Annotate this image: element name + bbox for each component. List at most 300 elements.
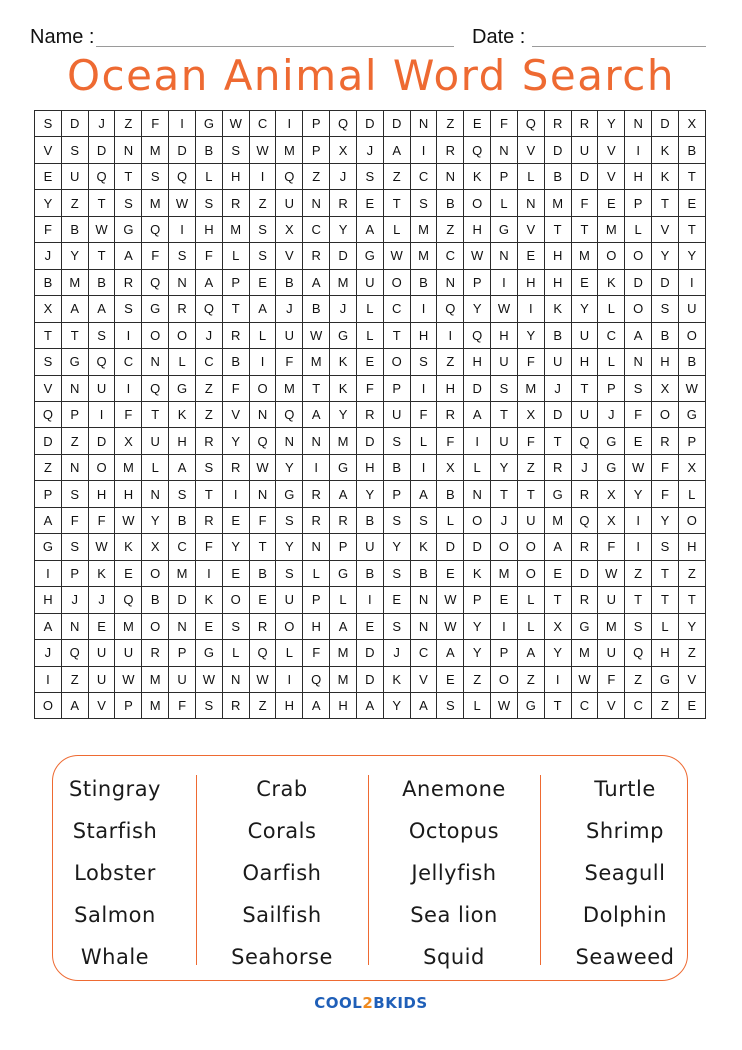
grid-letter[interactable]: P <box>464 587 491 613</box>
grid-letter[interactable]: J <box>88 111 115 137</box>
grid-letter[interactable]: E <box>598 190 625 216</box>
grid-letter[interactable]: E <box>222 560 249 586</box>
grid-letter[interactable]: O <box>652 401 679 427</box>
grid-letter[interactable]: P <box>61 560 88 586</box>
grid-letter[interactable]: S <box>88 322 115 348</box>
grid-letter[interactable]: E <box>356 613 383 639</box>
grid-letter[interactable]: Q <box>464 322 491 348</box>
grid-letter[interactable]: E <box>678 692 705 718</box>
grid-letter[interactable]: G <box>169 375 196 401</box>
grid-letter[interactable]: L <box>142 454 169 480</box>
grid-letter[interactable]: F <box>249 507 276 533</box>
grid-letter[interactable]: B <box>544 322 571 348</box>
grid-letter[interactable]: Q <box>571 507 598 533</box>
grid-letter[interactable]: J <box>35 243 62 269</box>
grid-letter[interactable]: L <box>625 216 652 242</box>
grid-letter[interactable]: S <box>356 163 383 189</box>
grid-letter[interactable]: R <box>222 454 249 480</box>
grid-letter[interactable]: S <box>169 243 196 269</box>
grid-letter[interactable]: B <box>303 296 330 322</box>
grid-letter[interactable]: N <box>303 534 330 560</box>
grid-letter[interactable]: K <box>652 137 679 163</box>
grid-letter[interactable]: C <box>410 163 437 189</box>
grid-letter[interactable]: Q <box>142 269 169 295</box>
grid-letter[interactable]: M <box>330 428 357 454</box>
grid-letter[interactable]: Q <box>249 640 276 666</box>
grid-letter[interactable]: A <box>61 296 88 322</box>
grid-letter[interactable]: B <box>356 560 383 586</box>
grid-letter[interactable]: E <box>464 111 491 137</box>
grid-letter[interactable]: I <box>410 296 437 322</box>
grid-letter[interactable]: A <box>88 296 115 322</box>
grid-letter[interactable]: G <box>61 349 88 375</box>
grid-letter[interactable]: T <box>678 216 705 242</box>
grid-letter[interactable]: M <box>142 692 169 718</box>
grid-letter[interactable]: N <box>464 481 491 507</box>
grid-letter[interactable]: Z <box>249 190 276 216</box>
grid-letter[interactable]: L <box>464 454 491 480</box>
grid-letter[interactable]: E <box>383 587 410 613</box>
grid-letter[interactable]: U <box>383 401 410 427</box>
grid-letter[interactable]: Q <box>276 163 303 189</box>
grid-letter[interactable]: I <box>249 163 276 189</box>
grid-letter[interactable]: D <box>437 534 464 560</box>
grid-letter[interactable]: H <box>464 349 491 375</box>
grid-letter[interactable]: R <box>571 111 598 137</box>
grid-letter[interactable]: Z <box>195 401 222 427</box>
grid-letter[interactable]: T <box>571 216 598 242</box>
grid-letter[interactable]: Z <box>61 666 88 692</box>
grid-letter[interactable]: Y <box>330 216 357 242</box>
grid-letter[interactable]: Q <box>142 216 169 242</box>
grid-letter[interactable]: T <box>652 560 679 586</box>
grid-letter[interactable]: O <box>678 507 705 533</box>
grid-letter[interactable]: T <box>678 163 705 189</box>
grid-letter[interactable]: X <box>598 481 625 507</box>
grid-letter[interactable]: N <box>249 481 276 507</box>
grid-letter[interactable]: H <box>35 587 62 613</box>
grid-letter[interactable]: Q <box>517 111 544 137</box>
grid-letter[interactable]: B <box>544 163 571 189</box>
grid-letter[interactable]: R <box>195 428 222 454</box>
grid-letter[interactable]: D <box>356 640 383 666</box>
grid-letter[interactable]: V <box>517 216 544 242</box>
grid-letter[interactable]: Z <box>517 666 544 692</box>
grid-letter[interactable]: V <box>678 666 705 692</box>
grid-letter[interactable]: R <box>356 401 383 427</box>
grid-letter[interactable]: H <box>652 349 679 375</box>
grid-letter[interactable]: T <box>544 216 571 242</box>
grid-letter[interactable]: C <box>625 692 652 718</box>
grid-letter[interactable]: E <box>517 243 544 269</box>
grid-letter[interactable]: U <box>169 666 196 692</box>
grid-letter[interactable]: M <box>115 613 142 639</box>
grid-letter[interactable]: Z <box>437 216 464 242</box>
grid-letter[interactable]: W <box>169 190 196 216</box>
grid-letter[interactable]: U <box>276 587 303 613</box>
grid-letter[interactable]: A <box>35 507 62 533</box>
grid-letter[interactable]: M <box>571 243 598 269</box>
grid-letter[interactable]: Z <box>678 560 705 586</box>
grid-letter[interactable]: W <box>625 454 652 480</box>
grid-letter[interactable]: U <box>571 137 598 163</box>
grid-letter[interactable]: M <box>571 640 598 666</box>
grid-letter[interactable]: D <box>544 137 571 163</box>
grid-letter[interactable]: B <box>652 322 679 348</box>
grid-letter[interactable]: U <box>571 322 598 348</box>
grid-letter[interactable]: I <box>356 587 383 613</box>
grid-letter[interactable]: Y <box>61 243 88 269</box>
grid-letter[interactable]: O <box>169 322 196 348</box>
grid-letter[interactable]: S <box>61 137 88 163</box>
grid-letter[interactable]: L <box>517 587 544 613</box>
grid-letter[interactable]: V <box>276 243 303 269</box>
grid-letter[interactable]: Y <box>464 296 491 322</box>
grid-letter[interactable]: F <box>195 534 222 560</box>
grid-letter[interactable]: R <box>249 613 276 639</box>
grid-letter[interactable]: L <box>356 322 383 348</box>
grid-letter[interactable]: X <box>142 534 169 560</box>
grid-letter[interactable]: S <box>383 507 410 533</box>
grid-letter[interactable]: S <box>169 481 196 507</box>
grid-letter[interactable]: V <box>652 216 679 242</box>
grid-letter[interactable]: A <box>383 137 410 163</box>
grid-letter[interactable]: M <box>330 269 357 295</box>
grid-letter[interactable]: M <box>410 243 437 269</box>
grid-letter[interactable]: U <box>88 375 115 401</box>
grid-letter[interactable]: E <box>249 269 276 295</box>
grid-letter[interactable]: M <box>544 507 571 533</box>
grid-letter[interactable]: T <box>115 163 142 189</box>
grid-letter[interactable]: D <box>35 428 62 454</box>
grid-letter[interactable]: O <box>142 322 169 348</box>
grid-letter[interactable]: R <box>195 507 222 533</box>
grid-letter[interactable]: G <box>598 454 625 480</box>
grid-letter[interactable]: U <box>142 428 169 454</box>
grid-letter[interactable]: N <box>303 190 330 216</box>
grid-letter[interactable]: Y <box>222 428 249 454</box>
grid-letter[interactable]: N <box>491 137 518 163</box>
grid-letter[interactable]: D <box>571 163 598 189</box>
grid-letter[interactable]: V <box>88 692 115 718</box>
grid-letter[interactable]: O <box>383 349 410 375</box>
grid-letter[interactable]: Z <box>249 692 276 718</box>
grid-letter[interactable]: G <box>115 216 142 242</box>
grid-letter[interactable]: H <box>169 428 196 454</box>
grid-letter[interactable]: L <box>598 296 625 322</box>
grid-letter[interactable]: Z <box>517 454 544 480</box>
grid-letter[interactable]: H <box>410 322 437 348</box>
grid-letter[interactable]: E <box>195 613 222 639</box>
grid-letter[interactable]: K <box>544 296 571 322</box>
grid-letter[interactable]: H <box>303 613 330 639</box>
grid-letter[interactable]: Q <box>88 349 115 375</box>
grid-letter[interactable]: O <box>142 613 169 639</box>
grid-letter[interactable]: N <box>303 428 330 454</box>
grid-letter[interactable]: E <box>356 190 383 216</box>
grid-letter[interactable]: B <box>276 269 303 295</box>
grid-letter[interactable]: F <box>356 375 383 401</box>
grid-letter[interactable]: N <box>410 111 437 137</box>
grid-letter[interactable]: E <box>625 428 652 454</box>
grid-letter[interactable]: Q <box>571 428 598 454</box>
grid-letter[interactable]: Z <box>437 349 464 375</box>
grid-letter[interactable]: P <box>383 481 410 507</box>
grid-letter[interactable]: W <box>115 507 142 533</box>
grid-letter[interactable]: I <box>35 560 62 586</box>
grid-letter[interactable]: U <box>544 349 571 375</box>
grid-letter[interactable]: Y <box>491 454 518 480</box>
grid-letter[interactable]: B <box>437 190 464 216</box>
grid-letter[interactable]: O <box>598 243 625 269</box>
grid-letter[interactable]: G <box>330 322 357 348</box>
grid-letter[interactable]: W <box>195 666 222 692</box>
grid-letter[interactable]: L <box>437 507 464 533</box>
grid-letter[interactable]: C <box>169 534 196 560</box>
grid-letter[interactable]: S <box>410 507 437 533</box>
grid-letter[interactable]: P <box>303 587 330 613</box>
grid-letter[interactable]: C <box>249 111 276 137</box>
grid-letter[interactable]: W <box>437 587 464 613</box>
grid-letter[interactable]: I <box>88 401 115 427</box>
grid-letter[interactable]: K <box>115 534 142 560</box>
grid-letter[interactable]: Y <box>276 534 303 560</box>
grid-letter[interactable]: Y <box>598 111 625 137</box>
grid-letter[interactable]: M <box>544 190 571 216</box>
grid-letter[interactable]: D <box>544 401 571 427</box>
grid-letter[interactable]: C <box>115 349 142 375</box>
grid-letter[interactable]: N <box>625 349 652 375</box>
grid-letter[interactable]: J <box>61 587 88 613</box>
grid-letter[interactable]: G <box>195 111 222 137</box>
grid-letter[interactable]: W <box>678 375 705 401</box>
grid-letter[interactable]: Q <box>303 666 330 692</box>
grid-letter[interactable]: R <box>571 481 598 507</box>
grid-letter[interactable]: R <box>222 692 249 718</box>
grid-letter[interactable]: O <box>625 296 652 322</box>
grid-letter[interactable]: L <box>330 587 357 613</box>
grid-letter[interactable]: A <box>356 692 383 718</box>
grid-letter[interactable]: A <box>303 269 330 295</box>
grid-letter[interactable]: C <box>383 296 410 322</box>
grid-letter[interactable]: A <box>544 534 571 560</box>
grid-letter[interactable]: M <box>303 349 330 375</box>
grid-letter[interactable]: B <box>383 454 410 480</box>
grid-letter[interactable]: B <box>35 269 62 295</box>
grid-letter[interactable]: G <box>356 243 383 269</box>
grid-letter[interactable]: Z <box>625 560 652 586</box>
grid-letter[interactable]: L <box>222 640 249 666</box>
grid-letter[interactable]: L <box>517 613 544 639</box>
grid-letter[interactable]: N <box>61 613 88 639</box>
grid-letter[interactable]: A <box>249 296 276 322</box>
grid-letter[interactable]: Q <box>464 137 491 163</box>
grid-letter[interactable]: Q <box>276 401 303 427</box>
grid-letter[interactable]: N <box>222 666 249 692</box>
grid-letter[interactable]: M <box>276 137 303 163</box>
grid-letter[interactable]: A <box>303 692 330 718</box>
grid-letter[interactable]: X <box>276 216 303 242</box>
grid-letter[interactable]: E <box>678 190 705 216</box>
grid-letter[interactable]: Y <box>142 507 169 533</box>
grid-letter[interactable]: O <box>464 507 491 533</box>
grid-letter[interactable]: F <box>437 428 464 454</box>
grid-letter[interactable]: D <box>356 428 383 454</box>
grid-letter[interactable]: G <box>678 401 705 427</box>
grid-letter[interactable]: M <box>330 666 357 692</box>
grid-letter[interactable]: M <box>598 613 625 639</box>
grid-letter[interactable]: T <box>383 322 410 348</box>
grid-letter[interactable]: H <box>544 269 571 295</box>
grid-letter[interactable]: A <box>625 322 652 348</box>
grid-letter[interactable]: V <box>598 692 625 718</box>
grid-letter[interactable]: F <box>598 666 625 692</box>
grid-letter[interactable]: Z <box>383 163 410 189</box>
grid-letter[interactable]: C <box>410 640 437 666</box>
grid-letter[interactable]: P <box>330 534 357 560</box>
grid-letter[interactable]: H <box>115 481 142 507</box>
grid-letter[interactable]: H <box>571 349 598 375</box>
grid-letter[interactable]: Y <box>464 640 491 666</box>
grid-letter[interactable]: X <box>517 401 544 427</box>
grid-letter[interactable]: X <box>115 428 142 454</box>
grid-letter[interactable]: D <box>61 111 88 137</box>
grid-letter[interactable]: Q <box>195 296 222 322</box>
grid-letter[interactable]: U <box>276 190 303 216</box>
grid-letter[interactable]: S <box>410 349 437 375</box>
grid-letter[interactable]: O <box>491 666 518 692</box>
grid-letter[interactable]: Q <box>625 640 652 666</box>
grid-letter[interactable]: W <box>437 613 464 639</box>
grid-letter[interactable]: Z <box>464 666 491 692</box>
grid-letter[interactable]: H <box>544 243 571 269</box>
grid-letter[interactable]: T <box>195 481 222 507</box>
grid-letter[interactable]: Z <box>678 640 705 666</box>
grid-letter[interactable]: Y <box>652 507 679 533</box>
grid-letter[interactable]: Z <box>115 111 142 137</box>
grid-letter[interactable]: S <box>625 613 652 639</box>
grid-letter[interactable]: M <box>222 216 249 242</box>
grid-letter[interactable]: K <box>195 587 222 613</box>
grid-letter[interactable]: N <box>61 375 88 401</box>
grid-letter[interactable]: T <box>517 481 544 507</box>
grid-letter[interactable]: R <box>303 243 330 269</box>
grid-letter[interactable]: I <box>169 111 196 137</box>
grid-letter[interactable]: M <box>598 216 625 242</box>
grid-letter[interactable]: A <box>464 401 491 427</box>
grid-letter[interactable]: E <box>88 613 115 639</box>
grid-letter[interactable]: W <box>249 454 276 480</box>
date-line[interactable] <box>532 46 706 47</box>
grid-letter[interactable]: S <box>142 163 169 189</box>
grid-letter[interactable]: P <box>169 640 196 666</box>
grid-letter[interactable]: P <box>598 375 625 401</box>
grid-letter[interactable]: X <box>437 454 464 480</box>
grid-letter[interactable]: I <box>464 428 491 454</box>
grid-letter[interactable]: N <box>169 269 196 295</box>
grid-letter[interactable]: S <box>383 428 410 454</box>
grid-letter[interactable]: Y <box>678 613 705 639</box>
grid-letter[interactable]: D <box>169 587 196 613</box>
grid-letter[interactable]: J <box>491 507 518 533</box>
grid-letter[interactable]: N <box>115 137 142 163</box>
grid-letter[interactable]: L <box>276 640 303 666</box>
grid-letter[interactable]: D <box>571 560 598 586</box>
grid-letter[interactable]: W <box>249 137 276 163</box>
grid-letter[interactable]: W <box>491 692 518 718</box>
grid-letter[interactable]: F <box>276 349 303 375</box>
grid-letter[interactable]: D <box>88 137 115 163</box>
grid-letter[interactable]: J <box>598 401 625 427</box>
grid-letter[interactable]: S <box>61 481 88 507</box>
grid-letter[interactable]: U <box>356 269 383 295</box>
grid-letter[interactable]: B <box>88 269 115 295</box>
grid-letter[interactable]: E <box>437 666 464 692</box>
grid-letter[interactable]: Y <box>276 454 303 480</box>
grid-letter[interactable]: Y <box>652 243 679 269</box>
grid-letter[interactable]: S <box>222 613 249 639</box>
grid-letter[interactable]: R <box>544 111 571 137</box>
grid-letter[interactable]: W <box>491 296 518 322</box>
grid-letter[interactable]: O <box>625 243 652 269</box>
grid-letter[interactable]: O <box>88 454 115 480</box>
grid-letter[interactable]: A <box>195 269 222 295</box>
grid-letter[interactable]: K <box>88 560 115 586</box>
grid-letter[interactable]: U <box>88 640 115 666</box>
grid-letter[interactable]: G <box>571 613 598 639</box>
grid-letter[interactable]: O <box>276 613 303 639</box>
grid-letter[interactable]: D <box>383 111 410 137</box>
grid-letter[interactable]: N <box>437 163 464 189</box>
grid-letter[interactable]: D <box>652 269 679 295</box>
grid-letter[interactable]: I <box>249 349 276 375</box>
grid-letter[interactable]: T <box>625 587 652 613</box>
grid-letter[interactable]: N <box>491 243 518 269</box>
grid-letter[interactable]: W <box>598 560 625 586</box>
grid-letter[interactable]: J <box>356 137 383 163</box>
grid-letter[interactable]: M <box>142 666 169 692</box>
grid-letter[interactable]: E <box>222 507 249 533</box>
grid-letter[interactable]: Z <box>195 375 222 401</box>
grid-letter[interactable]: Z <box>35 454 62 480</box>
grid-letter[interactable]: V <box>598 163 625 189</box>
grid-letter[interactable]: F <box>410 401 437 427</box>
grid-letter[interactable]: Q <box>249 428 276 454</box>
grid-letter[interactable]: U <box>356 534 383 560</box>
grid-letter[interactable]: J <box>88 587 115 613</box>
grid-letter[interactable]: S <box>115 190 142 216</box>
grid-letter[interactable]: S <box>652 296 679 322</box>
grid-letter[interactable]: K <box>330 375 357 401</box>
grid-letter[interactable]: S <box>383 613 410 639</box>
grid-letter[interactable]: I <box>625 507 652 533</box>
grid-letter[interactable]: A <box>437 640 464 666</box>
grid-letter[interactable]: T <box>303 375 330 401</box>
grid-letter[interactable]: Y <box>383 534 410 560</box>
grid-letter[interactable]: T <box>142 401 169 427</box>
grid-letter[interactable]: Z <box>437 111 464 137</box>
grid-letter[interactable]: O <box>222 587 249 613</box>
grid-letter[interactable]: P <box>303 137 330 163</box>
grid-letter[interactable]: C <box>437 243 464 269</box>
grid-letter[interactable]: U <box>598 640 625 666</box>
grid-letter[interactable]: S <box>249 243 276 269</box>
grid-letter[interactable]: A <box>330 481 357 507</box>
grid-letter[interactable]: H <box>330 692 357 718</box>
grid-letter[interactable]: M <box>276 375 303 401</box>
grid-letter[interactable]: R <box>115 269 142 295</box>
grid-letter[interactable]: G <box>330 560 357 586</box>
